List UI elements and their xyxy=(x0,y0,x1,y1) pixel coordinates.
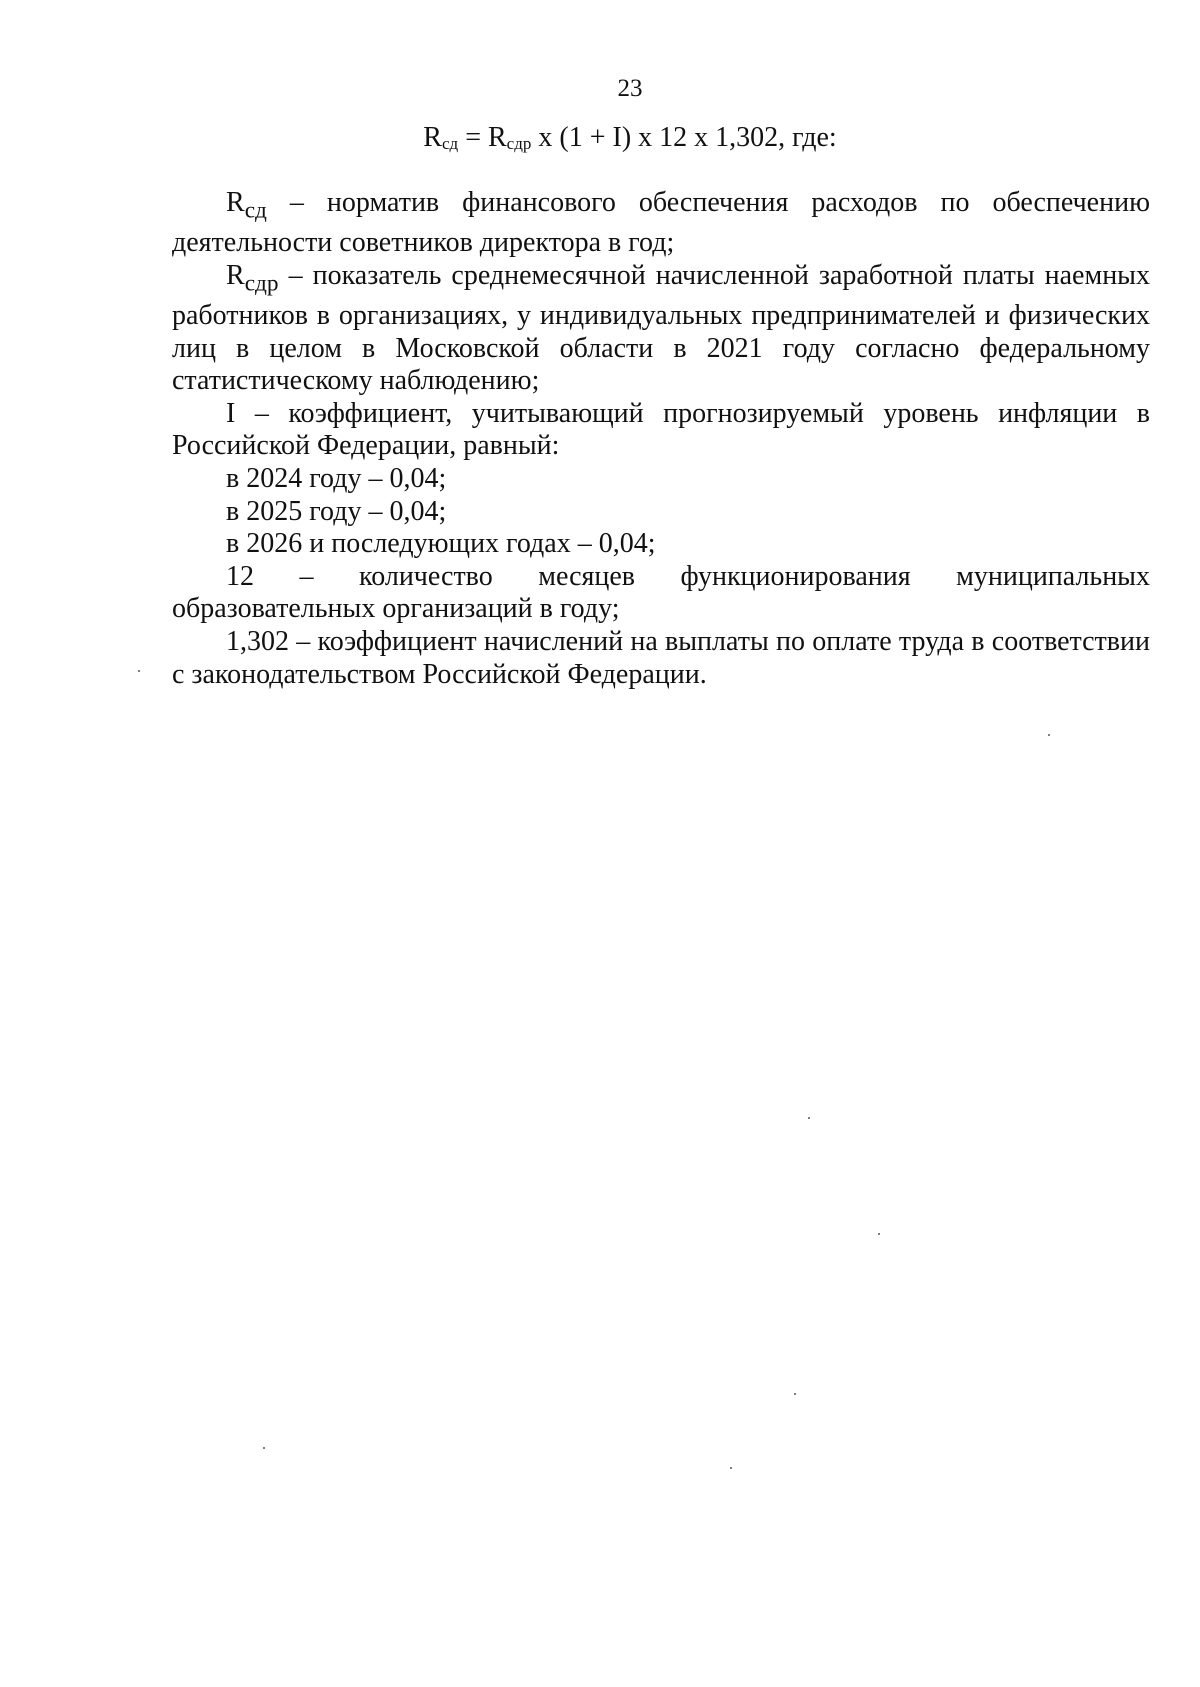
definition-text: – коэффициент, учитывающий прогнозируемый уровень инфляции в Российской Федерации, равный: xyxy=(172,397,1150,462)
definition-subscript: сдр xyxy=(244,270,279,297)
page-number: 23 xyxy=(617,75,643,102)
formula-equals: = xyxy=(458,122,488,153)
definition-subscript: сд xyxy=(244,197,267,224)
definition-rsdr xyxy=(172,260,1150,398)
formula-rhs-subscript: сдр xyxy=(506,134,532,153)
definitions-block xyxy=(172,187,1150,691)
scan-speck xyxy=(878,1233,880,1235)
scan-speck xyxy=(1048,734,1050,736)
inflation-2026 xyxy=(172,528,1150,561)
definition-text: в 2026 и последующих годах – 0,04; xyxy=(226,528,656,560)
formula xyxy=(0,120,1200,156)
inflation-2024 xyxy=(172,463,1150,496)
scan-speck xyxy=(730,1467,732,1469)
formula-rhs-symbol: R xyxy=(487,122,507,153)
definition-rsd xyxy=(172,187,1150,260)
scan-speck xyxy=(263,1447,265,1449)
definition-text: – коэффициент начислений на выплаты по оплате труда в соответствии с законодательством Российской Федерации. xyxy=(172,625,1150,690)
inflation-2025 xyxy=(172,496,1150,529)
definition-symbol: R xyxy=(226,259,245,291)
definition-text: – количество месяцев функционирования муниципальных образовательных организаций в году; xyxy=(172,560,1150,625)
scan-speck xyxy=(808,1117,810,1119)
definition-symbol: R xyxy=(226,187,245,218)
definition-text: в 2025 году – 0,04; xyxy=(226,495,447,527)
definition-inflation xyxy=(172,398,1150,463)
definition-coefficient xyxy=(172,626,1150,691)
scan-speck xyxy=(794,1393,796,1395)
formula-lhs-subscript: сд xyxy=(441,134,459,153)
definition-text: – норматив финансового обеспечения расходов по обеспечению деятельности советников директора в год; xyxy=(172,187,1150,259)
definition-text: в 2024 году – 0,04; xyxy=(226,462,447,494)
definition-symbol: 1,302 xyxy=(226,625,289,657)
formula-lhs-symbol: R xyxy=(423,122,442,153)
definition-symbol: 12 xyxy=(226,560,254,592)
scan-speck xyxy=(138,670,140,672)
formula-rhs-rest: x (1 + I) x 12 x 1,302, где: xyxy=(531,122,837,153)
definition-text: – показатель среднемесячной начисленной заработной платы наемных работников в организациях, у индивидуальных предпринимателей и физических лиц в целом в Московской области в 2021 году согласно федеральному статистическому наблюдению; xyxy=(172,259,1150,397)
definition-symbol: I xyxy=(226,397,236,429)
definition-months xyxy=(172,561,1150,626)
